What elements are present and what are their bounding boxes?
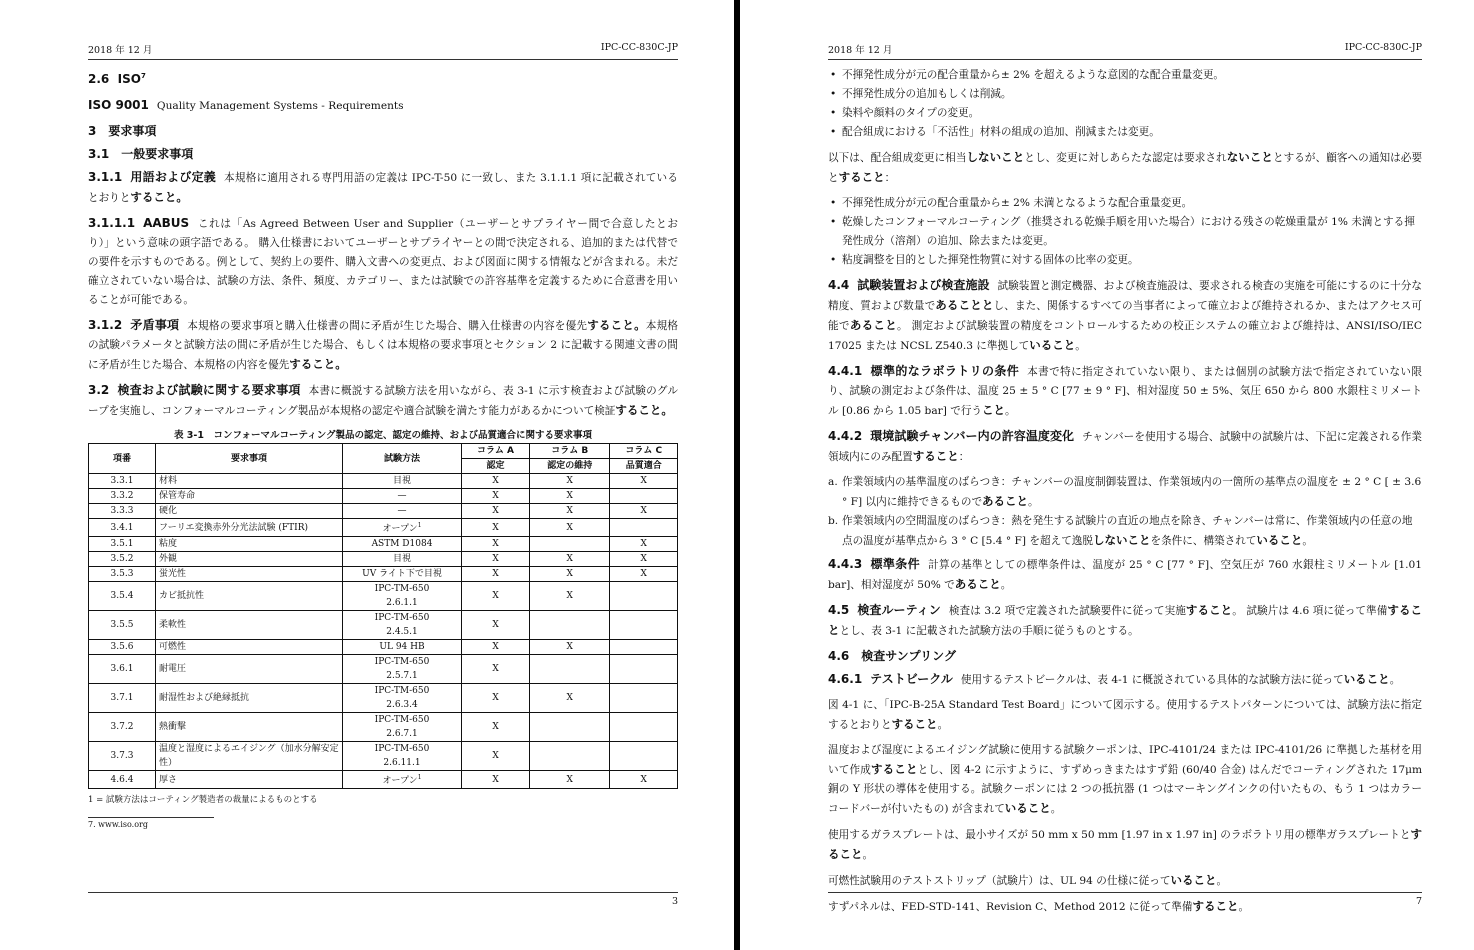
cell-method bbox=[343, 742, 462, 771]
method-line-1: — bbox=[397, 491, 407, 501]
cell-method bbox=[343, 504, 462, 519]
table-row bbox=[89, 567, 678, 582]
paragraph-4-4-2: 4.4.2 環境試験チャンバー内の許容温度変化 チャンバーを使用する場合、試験中の試験片は、下記に定義される作業領域内にのみ配置すること： bbox=[828, 429, 1422, 463]
method-line-2: 2.4.5.1 bbox=[386, 627, 418, 637]
list-text: 作業領域内の空間温度のばらつき：熱を発生する試験片の直近の地点を除き、チャンバーは常に、作業領域内の任意の地点の温度が基準点から 3 ° C [5.4 ° F] を超えて逸脱 bbox=[842, 515, 1413, 547]
cell-method bbox=[343, 684, 462, 713]
table-3-1-caption: 表 3-1 コンフォーマルコーティング製品の認定、認定の維持、および品質適合に関する要求事項 bbox=[173, 430, 593, 441]
cell-method bbox=[343, 713, 462, 742]
cell-requirement: 硬化 bbox=[156, 504, 343, 519]
paragraph-4-4-1: 4.4.1 標準的なラボラトリの条件 本書で特に指定されていない限り、または個別の試験方法で指定されていない限り、試験の測定および条件は、温度 25 ± 5 ° C [77 ± 9 ° F]、相対湿度 50 ± 5%、気圧 650 から 800 水銀柱ミリメートル [0.86 から 1.05 bar] で行うこと。 bbox=[828, 364, 1422, 417]
list-item: • 不揮発性成分が元の配合重量から± 2% 未満となるような配合重量変更。 bbox=[842, 194, 1422, 213]
cell-method bbox=[343, 655, 462, 684]
section-3-1-heading: 3.1 一般要求事項 bbox=[88, 147, 194, 161]
col-header-c: コラム C bbox=[610, 444, 678, 459]
table-row bbox=[89, 771, 678, 789]
cell-col-a: X bbox=[462, 655, 530, 684]
paragraph-tin-panel: すずパネルは、FED-STD-141、Revision C、Method 2012 に従って準備すること。 bbox=[828, 899, 1250, 913]
paragraph-3-1-1: 3.1.1 用語および定義 本規格に適用される専門用語の定義は IPC-T-50 に一致し、また 3.1.1.1 項に記載されているとおりとすること。 bbox=[88, 170, 678, 204]
iso9001-reference: ISO 9001 Quality Management Systems - Requirements bbox=[88, 98, 404, 112]
non-change-list bbox=[828, 194, 1422, 270]
cell-item: 3.5.4 bbox=[89, 582, 156, 611]
cell-col-c bbox=[610, 742, 678, 771]
paragraph-3-1-2: 3.1.2 矛盾事項 本規格の要求事項と購入仕様書の間に矛盾が生じた場合、購入仕様書の内容を優先すること。本規格の試験パラメータと試験方法の間に矛盾が生じた場合、もしくは本規格の要求事項とセクション 2 に記載する関連文書の間に矛盾が生じた場合、本規格の内容を優先すること。 bbox=[88, 318, 679, 371]
cell-requirement: 耐電圧 bbox=[156, 655, 343, 684]
right-page-content bbox=[828, 42, 1422, 923]
method-line-1: 目視 bbox=[392, 554, 411, 564]
table-row bbox=[89, 742, 678, 771]
cell-col-c: X bbox=[610, 537, 678, 552]
footer-rule bbox=[88, 892, 678, 893]
cell-method bbox=[343, 611, 462, 640]
temperature-variation-list bbox=[828, 473, 1422, 551]
cell-method bbox=[343, 474, 462, 489]
method-line-1: IPC-TM-650 bbox=[374, 715, 430, 725]
cell-col-b bbox=[530, 655, 610, 684]
method-footnote-mark: 1 bbox=[417, 522, 422, 529]
cell-col-b: X bbox=[530, 552, 610, 567]
cell-item: 3.7.2 bbox=[89, 713, 156, 742]
table-row bbox=[89, 684, 678, 713]
cell-col-a: X bbox=[462, 713, 530, 742]
header-date: 2018 年 12 月 bbox=[88, 45, 153, 56]
cell-col-c: X bbox=[610, 552, 678, 567]
cell-requirement: 蛍光性 bbox=[156, 567, 343, 582]
cell-col-b: X bbox=[530, 567, 610, 582]
table-row bbox=[89, 519, 678, 537]
header-date: 2018 年 12 月 bbox=[828, 45, 893, 56]
cell-col-c bbox=[610, 684, 678, 713]
cell-item: 3.5.5 bbox=[89, 611, 156, 640]
list-text: 。 bbox=[1028, 496, 1039, 508]
method-line-1: IPC-TM-650 bbox=[374, 657, 430, 667]
cell-col-a: X bbox=[462, 582, 530, 611]
paragraph-glass-plate: 使用するガラスプレートは、最小サイズが 50 mm x 50 mm [1.97 in x 1.97 in] のラボラトリ用の標準ガラスプレートとすること。 bbox=[828, 827, 1422, 861]
table-row bbox=[89, 474, 678, 489]
cell-col-c bbox=[610, 655, 678, 684]
cell-col-c bbox=[610, 713, 678, 742]
cell-col-a: X bbox=[462, 489, 530, 504]
table-row bbox=[89, 611, 678, 640]
cell-col-c: X bbox=[610, 474, 678, 489]
page-header bbox=[828, 42, 1422, 60]
cell-requirement: 可燃性 bbox=[156, 640, 343, 655]
cell-col-b bbox=[530, 713, 610, 742]
cell-method bbox=[343, 552, 462, 567]
paragraph-3-2: 3.2 検査および試験に関する要求事項 本書に概説する試験方法を用いながら、表 3-1 に示す検査および試験のグループを実施し、コンフォーマルコーティング製品が本規格の認定や適合試験を満たす能力があるかについて検証すること。 bbox=[88, 383, 678, 417]
table-row bbox=[89, 537, 678, 552]
col-header-requirement: 要求事項 bbox=[156, 444, 343, 474]
method-line-1: オープン bbox=[382, 524, 418, 534]
list-text: しないこと bbox=[1092, 533, 1151, 547]
cell-item: 3.7.3 bbox=[89, 742, 156, 771]
cell-item: 3.6.1 bbox=[89, 655, 156, 684]
cell-item: 3.3.2 bbox=[89, 489, 156, 504]
cell-item: 3.4.1 bbox=[89, 519, 156, 537]
paragraph-test-coupon: 温度および湿度によるエイジング試験に使用する試験クーポンは、IPC-4101/24 または IPC-4101/26 に準拠した基材を用いて作成することとし、図 4-2 に示すように、すずめっきまたはすず鉛 (60/40 合金) はんだでコーティングされた 17μm 銅の Y 形状の導体を使用する。試験クーポンには 2 つの抵抗器 (1 つはマーキングインクの付いたもの、もう 1 つはカラーコードバーが付いたもの) が含まれていること。 bbox=[828, 744, 1423, 815]
cell-col-b: X bbox=[530, 474, 610, 489]
cell-col-a: X bbox=[462, 611, 530, 640]
cell-col-c bbox=[610, 611, 678, 640]
col-subheader-a: 認定 bbox=[462, 459, 530, 474]
cell-item: 3.5.3 bbox=[89, 567, 156, 582]
col-subheader-c: 品質適合 bbox=[610, 459, 678, 474]
table-row bbox=[89, 504, 678, 519]
cell-col-c bbox=[610, 640, 678, 655]
col-header-item: 項番 bbox=[89, 444, 156, 474]
paragraph-4-5: 4.5 検査ルーティン 検査は 3.2 項で定義された試験要件に従って実施すること。 試験片は 4.6 項に従って準備することとし、表 3-1 に記載された試験方法の手順に従うものとする。 bbox=[828, 603, 1423, 637]
footnote-rule bbox=[88, 817, 214, 818]
table-row bbox=[89, 640, 678, 655]
cell-requirement: 外観 bbox=[156, 552, 343, 567]
header-doc-id: IPC-CC-830C-JP bbox=[1344, 42, 1422, 53]
cell-method bbox=[343, 640, 462, 655]
method-line-1: ASTM D1084 bbox=[371, 539, 433, 549]
cell-requirement: 温度と湿度によるエイジング（加水分解安定性） bbox=[156, 742, 343, 771]
method-line-2: 2.6.3.4 bbox=[386, 700, 418, 710]
cell-method bbox=[343, 567, 462, 582]
list-text: を条件に、構築されて bbox=[1150, 535, 1257, 547]
cell-col-a: X bbox=[462, 567, 530, 582]
method-line-1: IPC-TM-650 bbox=[374, 613, 430, 623]
cell-requirement: 材料 bbox=[156, 474, 343, 489]
method-line-2: 2.5.7.1 bbox=[386, 671, 418, 681]
list-item bbox=[828, 512, 1422, 551]
method-line-2: 2.6.1.1 bbox=[386, 598, 418, 608]
cell-col-a: X bbox=[462, 519, 530, 537]
cell-col-c bbox=[610, 489, 678, 504]
method-line-2: 2.6.7.1 bbox=[386, 729, 418, 739]
method-line-1: IPC-TM-650 bbox=[374, 744, 430, 754]
cell-item: 3.5.1 bbox=[89, 537, 156, 552]
section-3-heading: 3 要求事項 bbox=[88, 124, 157, 138]
cell-col-c: X bbox=[610, 504, 678, 519]
cell-requirement: 熱衝撃 bbox=[156, 713, 343, 742]
cell-requirement: 保管寿命 bbox=[156, 489, 343, 504]
table-row bbox=[89, 655, 678, 684]
method-line-1: 目視 bbox=[392, 476, 411, 486]
cell-requirement: 柔軟性 bbox=[156, 611, 343, 640]
method-line-1: — bbox=[397, 506, 407, 516]
requirements-table bbox=[88, 443, 678, 789]
cell-col-a: X bbox=[462, 474, 530, 489]
cell-col-b: X bbox=[530, 771, 610, 789]
cell-col-a: X bbox=[462, 742, 530, 771]
cell-col-a: X bbox=[462, 771, 530, 789]
cell-method bbox=[343, 771, 462, 789]
cell-col-b: X bbox=[530, 519, 610, 537]
list-item: • 不揮発性成分が元の配合重量から± 2% を超えるような意図的な配合重量変更。 bbox=[842, 66, 1422, 85]
col-header-b: コラム B bbox=[530, 444, 610, 459]
list-item: • 染料や顔料のタイプの変更。 bbox=[842, 104, 1422, 123]
cell-col-a: X bbox=[462, 640, 530, 655]
page-number: 7 bbox=[1415, 896, 1422, 907]
paragraph-non-change-intro: 以下は、配合組成変更に相当しないこととし、変更に対しあらたな認定は要求されないこととするが、顧客への通知は必要とすること： bbox=[828, 150, 1423, 184]
left-page bbox=[0, 0, 734, 950]
list-text: あること bbox=[982, 494, 1029, 508]
cell-col-a: X bbox=[462, 504, 530, 519]
method-line-2: 2.6.11.1 bbox=[383, 758, 421, 768]
header-doc-id: IPC-CC-830C-JP bbox=[600, 42, 678, 53]
col-header-method: 試験方法 bbox=[343, 444, 462, 474]
left-page-content bbox=[88, 42, 678, 829]
table-row bbox=[89, 489, 678, 504]
table-footnote: 1 = 試験方法はコーティング製造者の裁量によるものとする bbox=[88, 795, 318, 805]
method-line-1: IPC-TM-650 bbox=[374, 584, 430, 594]
right-page bbox=[740, 0, 1474, 950]
paragraph-3-1-1-1: 3.1.1.1 AABUS これは「As Agreed Between User and Supplier（ユーザーとサプライヤー間で合意したとおり）」という意味の頭字語である。 購入仕様書においてユーザーとサプライヤーとの間で決定される、追加的または代替での要件を示すものである。例として、契約上の要件、購入文書への変更点、および図面に関する情報などが含まれる。未だ確立されていない場合は、試験の方法、条件、頻度、カテゴリー、または試験での許容基準を定義するために合意書を用いることが可能である。 bbox=[88, 216, 678, 306]
list-item: • 配合組成における「不活性」材料の組成の追加、削減または変更。 bbox=[842, 123, 1422, 142]
cell-col-c: X bbox=[610, 567, 678, 582]
list-item bbox=[828, 473, 1422, 512]
page-header bbox=[88, 42, 678, 60]
col-subheader-b: 認定の維持 bbox=[530, 459, 610, 474]
footer-rule bbox=[828, 892, 1422, 893]
cell-col-a: X bbox=[462, 537, 530, 552]
cell-method bbox=[343, 582, 462, 611]
list-item: • 不揮発性成分の追加もしくは削減。 bbox=[842, 85, 1422, 104]
method-line-1: UV ライト下で目視 bbox=[362, 569, 442, 579]
cell-col-b: X bbox=[530, 489, 610, 504]
cell-item: 3.5.6 bbox=[89, 640, 156, 655]
cell-requirement: 粘度 bbox=[156, 537, 343, 552]
cell-col-b: X bbox=[530, 684, 610, 713]
list-label: b. bbox=[828, 515, 839, 527]
cell-item: 3.5.2 bbox=[89, 552, 156, 567]
cell-col-c bbox=[610, 582, 678, 611]
cell-col-a: X bbox=[462, 552, 530, 567]
cell-requirement: 厚さ bbox=[156, 771, 343, 789]
cell-col-b bbox=[530, 611, 610, 640]
cell-col-b: X bbox=[530, 640, 610, 655]
cell-item: 3.7.1 bbox=[89, 684, 156, 713]
cell-requirement: フーリエ変換赤外分光法試験 (FTIR) bbox=[156, 519, 343, 537]
list-text: 作業領域内の基準温度のばらつき：チャンバーの温度制御装置は、作業領域内の一箇所の基準点の温度を ± 2 ° C [ ± 3.6 ° F] 以内に維持できるもので bbox=[842, 476, 1422, 508]
formulation-change-list bbox=[828, 66, 1422, 142]
requirements-table-body bbox=[89, 474, 678, 789]
list-text: いること bbox=[1256, 533, 1303, 547]
method-footnote-mark: 1 bbox=[417, 774, 422, 781]
table-row bbox=[89, 552, 678, 567]
paragraph-figure-4-1: 図 4-1 に、「IPC-B-25A Standard Test Board」について図示する。使用するテストパターンについては、試験方法に指定するとおりとすること。 bbox=[828, 699, 1422, 731]
table-row bbox=[89, 582, 678, 611]
cell-col-a: X bbox=[462, 684, 530, 713]
method-line-1: IPC-TM-650 bbox=[374, 686, 430, 696]
cell-method bbox=[343, 537, 462, 552]
paragraph-4-4: 4.4 試験装置および検査施設 試験装置と測定機器、および検査施設は、要求される検査の実施を可能にするのに十分な精度、質および数量であることとし、また、関係するすべての当事者によって確立および維持されるか、またはアクセス可能であること。 測定および試験装置の精度をコントロールするための校正システムの確立および維持は、ANSI/ISO/IEC 17025 または NCSL Z540.3 に準拠していること。 bbox=[828, 278, 1423, 352]
cell-requirement: 耐湿性および絶縁抵抗 bbox=[156, 684, 343, 713]
cell-col-b bbox=[530, 742, 610, 771]
method-line-1: オープン bbox=[382, 776, 418, 786]
cell-col-b: X bbox=[530, 504, 610, 519]
footnote-7: 7. www.iso.org bbox=[88, 820, 148, 829]
section-2-6-heading: 2.6 ISO$^7$ bbox=[88, 72, 146, 86]
cell-item: 3.3.1 bbox=[89, 474, 156, 489]
cell-item: 3.3.3 bbox=[89, 504, 156, 519]
col-header-a: コラム A bbox=[462, 444, 530, 459]
cell-method bbox=[343, 489, 462, 504]
cell-col-c bbox=[610, 519, 678, 537]
table-row bbox=[89, 713, 678, 742]
list-label: a. bbox=[828, 476, 838, 488]
cell-col-b bbox=[530, 537, 610, 552]
method-line-1: UL 94 HB bbox=[379, 642, 425, 652]
paragraph-test-strip: 可燃性試験用のテストストリップ（試験片）は、UL 94 の仕様に従っていること。 bbox=[828, 873, 1228, 887]
cell-method bbox=[343, 519, 462, 537]
paragraph-4-6-1: 4.6.1 テストビークル 使用するテストビークルは、表 4-1 に概説されている具体的な試験方法に従っていること。 bbox=[828, 672, 1401, 686]
list-text: 。 bbox=[1302, 535, 1314, 547]
page-number: 3 bbox=[671, 896, 678, 907]
cell-requirement: カビ抵抗性 bbox=[156, 582, 343, 611]
cell-col-b: X bbox=[530, 582, 610, 611]
section-4-6-heading: 4.6 検査サンプリング bbox=[828, 649, 956, 663]
cell-col-c: X bbox=[610, 771, 678, 789]
cell-item: 4.6.4 bbox=[89, 771, 156, 789]
list-item: • 粘度調整を目的とした揮発性物質に対する固体の比率の変更。 bbox=[842, 251, 1422, 270]
list-item: • 乾燥したコンフォーマルコーティング（推奨される乾燥手順を用いた場合）における残さの乾燥重量が 1% 未満とする揮発性成分（溶剤）の追加、除去または変更。 bbox=[842, 213, 1422, 251]
paragraph-4-4-3: 4.4.3 標準条件 計算の基準としての標準条件は、温度が 25 ° C [77 ° F]、空気圧が 760 水銀柱ミリメートル [1.01 bar]、相対湿度が 50% であること。 bbox=[828, 557, 1422, 591]
